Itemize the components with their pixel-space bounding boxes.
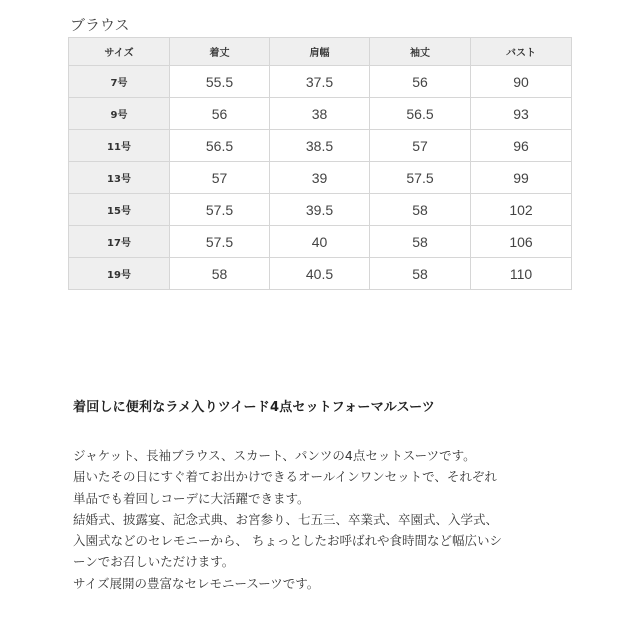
table-cell: 102 xyxy=(471,194,572,226)
table-row xyxy=(69,66,572,98)
table-cell: 56.5 xyxy=(170,130,270,162)
table-row xyxy=(69,162,572,194)
description-body xyxy=(73,445,593,594)
table-cell: 57 xyxy=(370,130,471,162)
size-label: 7号 xyxy=(69,66,170,98)
size-chart-table xyxy=(68,37,572,290)
description-line: ーンでお召しいただけます。 xyxy=(73,554,235,570)
table-cell: 57.5 xyxy=(170,194,270,226)
description-line: ジャケット、長袖ブラウス、スカート、パンツの4点セットスーツです。 xyxy=(73,448,476,463)
description-heading: 着回しに便利なラメ入りツイード4点セットフォーマルスーツ xyxy=(73,400,436,415)
table-cell: 39.5 xyxy=(270,194,370,226)
size-label: 17号 xyxy=(69,226,170,258)
table-row xyxy=(69,226,572,258)
table-cell: 57 xyxy=(170,162,270,194)
description-line: 入園式などのセレモニーから、 ちょっとしたお呼ばれや食時間など幅広いシ xyxy=(73,533,502,549)
table-cell: 39 xyxy=(270,162,370,194)
table-row xyxy=(69,194,572,226)
table-cell: 56 xyxy=(370,66,471,98)
size-label: 19号 xyxy=(69,258,170,290)
header-sleeve: 袖丈 xyxy=(370,38,471,66)
table-cell: 56 xyxy=(170,98,270,130)
product-description xyxy=(73,396,593,594)
table-row xyxy=(69,258,572,290)
table-cell: 40 xyxy=(270,226,370,258)
table-cell: 38.5 xyxy=(270,130,370,162)
table-row xyxy=(69,98,572,130)
table-cell: 106 xyxy=(471,226,572,258)
description-line: サイズ展開の豊富なセレモニースーツです。 xyxy=(73,575,320,591)
table-cell: 96 xyxy=(471,130,572,162)
table-cell: 93 xyxy=(471,98,572,130)
table-cell: 58 xyxy=(170,258,270,290)
table-cell: 99 xyxy=(471,162,572,194)
description-line: 結婚式、披露宴、記念式典、お宮参り、七五三、卒業式、卒園式、入学式、 xyxy=(73,511,499,527)
table-cell: 57.5 xyxy=(370,162,471,194)
description-line: 単品でも着回しコーデに大活躍できます。 xyxy=(73,490,310,506)
header-size: サイズ xyxy=(69,38,170,66)
table-cell: 58 xyxy=(370,226,471,258)
table-cell: 56.5 xyxy=(370,98,471,130)
table-cell: 90 xyxy=(471,66,572,98)
table-cell: 40.5 xyxy=(270,258,370,290)
table-cell: 58 xyxy=(370,258,471,290)
header-length: 着丈 xyxy=(170,38,270,66)
size-label: 11号 xyxy=(69,130,170,162)
table-cell: 58 xyxy=(370,194,471,226)
size-label: 15号 xyxy=(69,194,170,226)
table-cell: 38 xyxy=(270,98,370,130)
size-label: 9号 xyxy=(69,98,170,130)
description-line: 届いたその日にすぐ着てお出かけできるオールインワンセットで、それぞれ xyxy=(73,469,497,485)
size-label: 13号 xyxy=(69,162,170,194)
table-cell: 37.5 xyxy=(270,66,370,98)
table-row xyxy=(69,130,572,162)
table-cell: 57.5 xyxy=(170,226,270,258)
table-cell: 55.5 xyxy=(170,66,270,98)
table-cell: 110 xyxy=(471,258,572,290)
header-shoulder: 肩幅 xyxy=(270,38,370,66)
header-bust: バスト xyxy=(471,38,572,66)
header-row xyxy=(69,38,572,66)
table-title: ブラウス xyxy=(70,16,130,34)
